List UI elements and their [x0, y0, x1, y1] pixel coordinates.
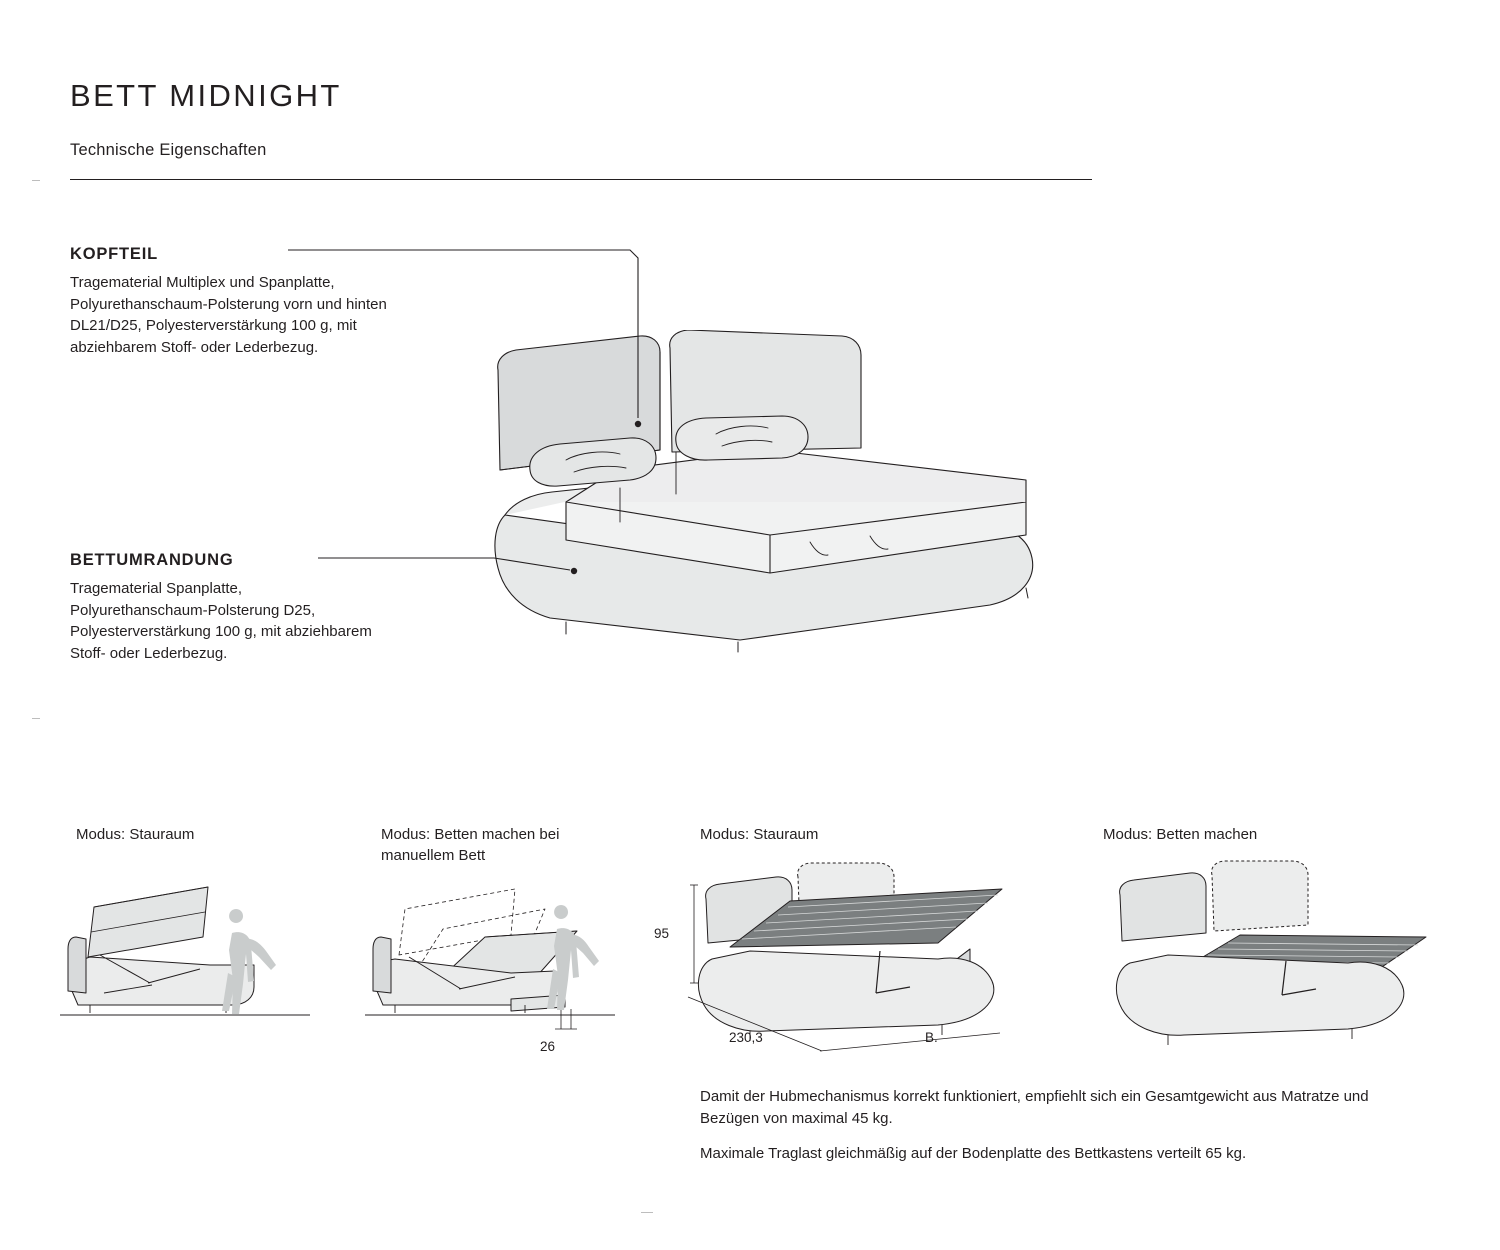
mode-caption-4: Modus: Betten machen	[1103, 826, 1258, 843]
registration-mark	[641, 1212, 653, 1213]
bed-make-bed-3d-illustration	[1090, 855, 1450, 1055]
callout-body-bettumrandung: Tragematerial Spanplatte, Polyurethanschaum-Polsterung D25, Polyesterverstärkung 100 g, mit abziehbarem Stoff- oder Lederbezug.	[70, 580, 372, 662]
callout-title-bettumrandung: BETTUMRANDUNG	[70, 551, 234, 569]
page-subtitle: Technische Eigenschaften	[70, 141, 267, 159]
header-divider	[70, 179, 1092, 180]
note-load-capacity: Maximale Traglast gleichmäßig auf der Bodenplatte des Bettkastens verteilt 65 kg.	[700, 1145, 1247, 1162]
note-weight-limit: Damit der Hubmechanismus korrekt funktioniert, empfiehlt sich ein Gesamtgewicht aus Matratze und Bezügen von maximal 45 kg.	[700, 1088, 1369, 1127]
callout-leader-lines	[280, 240, 700, 600]
dimension-95: 95	[654, 926, 670, 941]
dimension-26: 26	[540, 1039, 556, 1054]
page-title: BETT MIDNIGHT	[70, 78, 342, 113]
registration-mark	[32, 180, 40, 181]
bed-open-storage-3d-illustration	[670, 855, 1050, 1055]
callout-body-kopfteil: Tragematerial Multiplex und Spanplatte, Polyurethanschaum-Polsterung vorn und hinten DL21/D25, Polyesterverstärkung 100 g, mit abziehbarem Stoff- oder Lederbezug.	[70, 274, 387, 356]
mode-storage-side-illustration	[60, 865, 310, 1055]
mode-caption-1: Modus: Stauraum	[76, 826, 195, 843]
mode-make-bed-manual-illustration	[365, 865, 615, 1055]
mode-caption-3: Modus: Stauraum	[700, 826, 819, 843]
registration-mark	[32, 718, 40, 719]
dimension-b: B.	[925, 1030, 938, 1045]
mode-caption-2: Modus: Betten machen bei manuellem Bett	[381, 826, 560, 864]
dimension-230-3: 230,3	[729, 1030, 763, 1045]
callout-title-kopfteil: KOPFTEIL	[70, 245, 158, 263]
